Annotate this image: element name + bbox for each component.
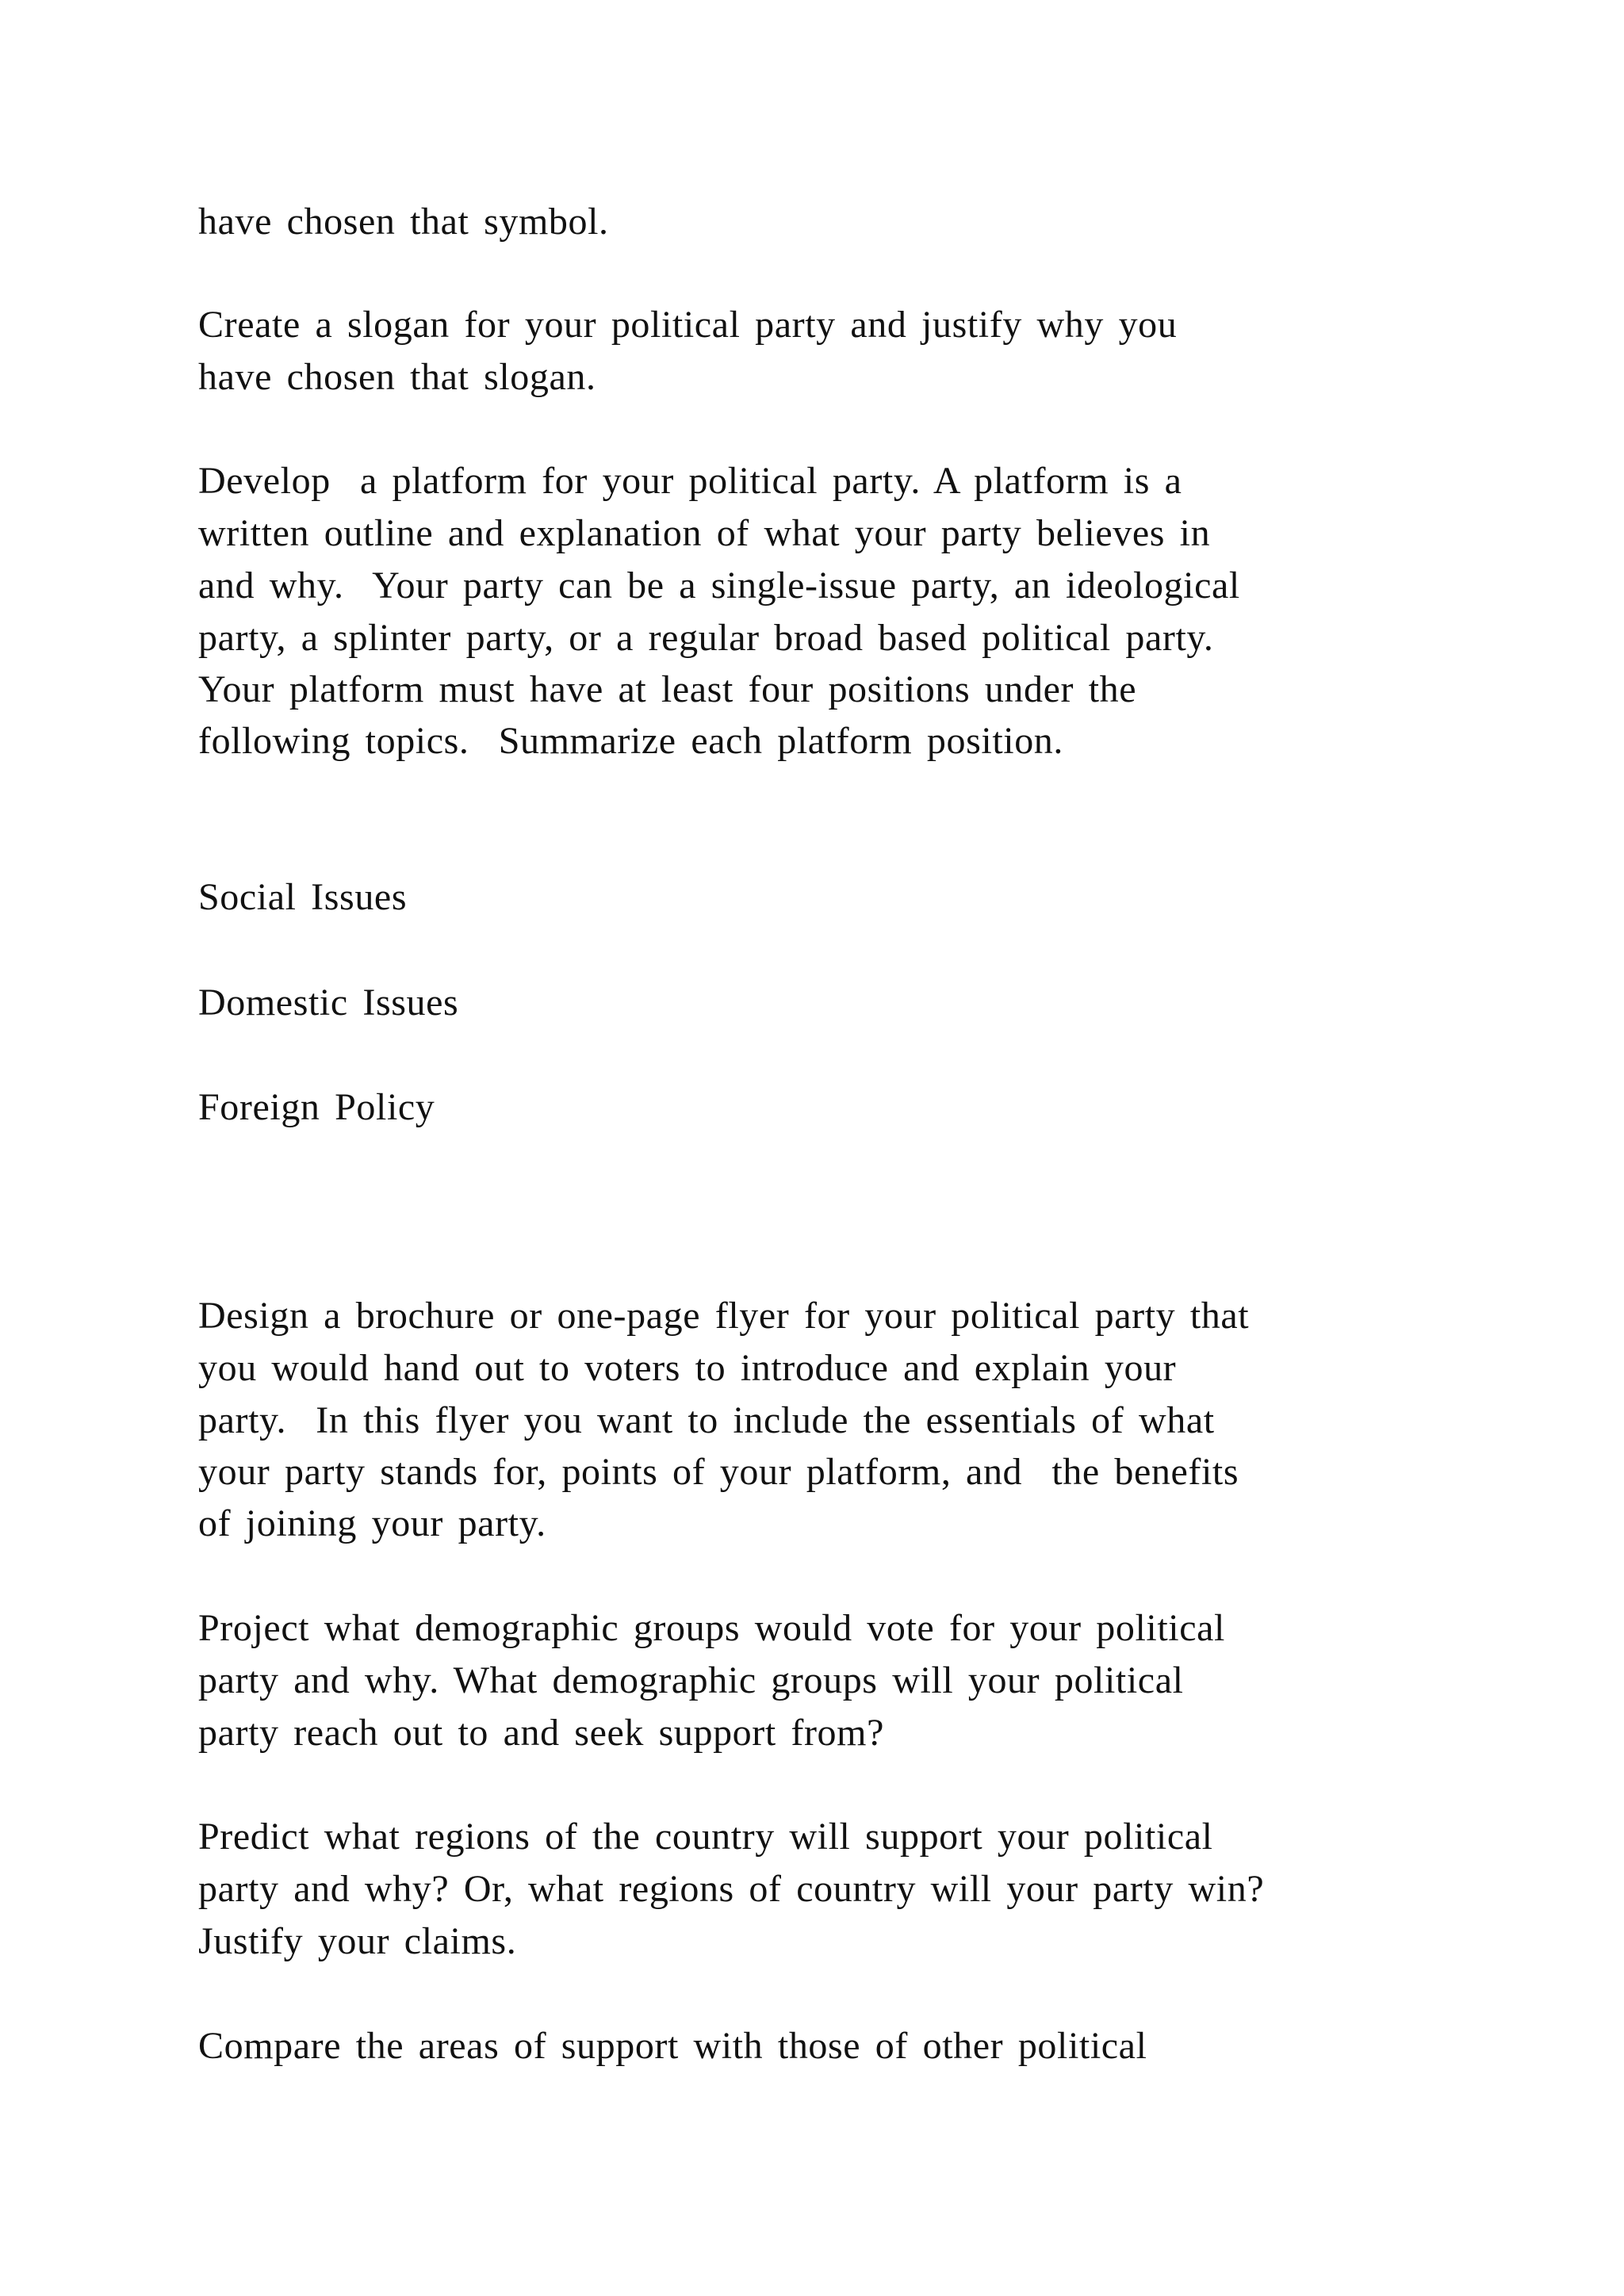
topic-foreign-policy: Foreign Policy [198,1086,435,1128]
paragraph-brochure-line-1: Design a brochure or one-page flyer for your political party that [198,1295,1250,1337]
paragraph-symbol-line-1: have chosen that symbol. [198,201,609,243]
paragraph-brochure-line-3: party. In this flyer you want to include the essentials of what [198,1399,1215,1441]
paragraph-demographics-line-3: party reach out to and seek support from? [198,1712,884,1754]
topic-social-issues: Social Issues [198,876,408,918]
paragraph-brochure-line-2: you would hand out to voters to introduce and explain your [198,1347,1177,1389]
topic-domestic-issues: Domestic Issues [198,982,459,1024]
paragraph-platform-line-6: following topics. Summarize each platform position. [198,720,1063,762]
paragraph-slogan-line-1: Create a slogan for your political party and justify why you [198,304,1178,346]
paragraph-demographics-line-2: party and why. What demographic groups will your political [198,1659,1184,1701]
paragraph-brochure-line-4: your party stands for, points of your platform, and the benefits [198,1451,1239,1493]
paragraph-regions-line-1: Predict what regions of the country will support your political [198,1816,1213,1858]
paragraph-regions-line-2: party and why? Or, what regions of country will your party win? [198,1868,1265,1910]
paragraph-platform-line-2: written outline and explanation of what your party believes in [198,512,1211,554]
paragraph-demographics-line-1: Project what demographic groups would vote for your political [198,1607,1225,1649]
paragraph-brochure-line-5: of joining your party. [198,1502,546,1544]
paragraph-compare-line-1: Compare the areas of support with those of other political [198,2025,1147,2067]
paragraph-regions-line-3: Justify your claims. [198,1920,517,1962]
paragraph-slogan-line-2: have chosen that slogan. [198,356,596,398]
paragraph-platform-line-1: Develop a platform for your political party. A platform is a [198,460,1182,502]
paragraph-platform-line-5: Your platform must have at least four positions under the [198,668,1137,710]
paragraph-platform-line-3: and why. Your party can be a single-issue party, an ideological [198,564,1240,607]
paragraph-platform-line-4: party, a splinter party, or a regular broad based political party. [198,617,1214,659]
